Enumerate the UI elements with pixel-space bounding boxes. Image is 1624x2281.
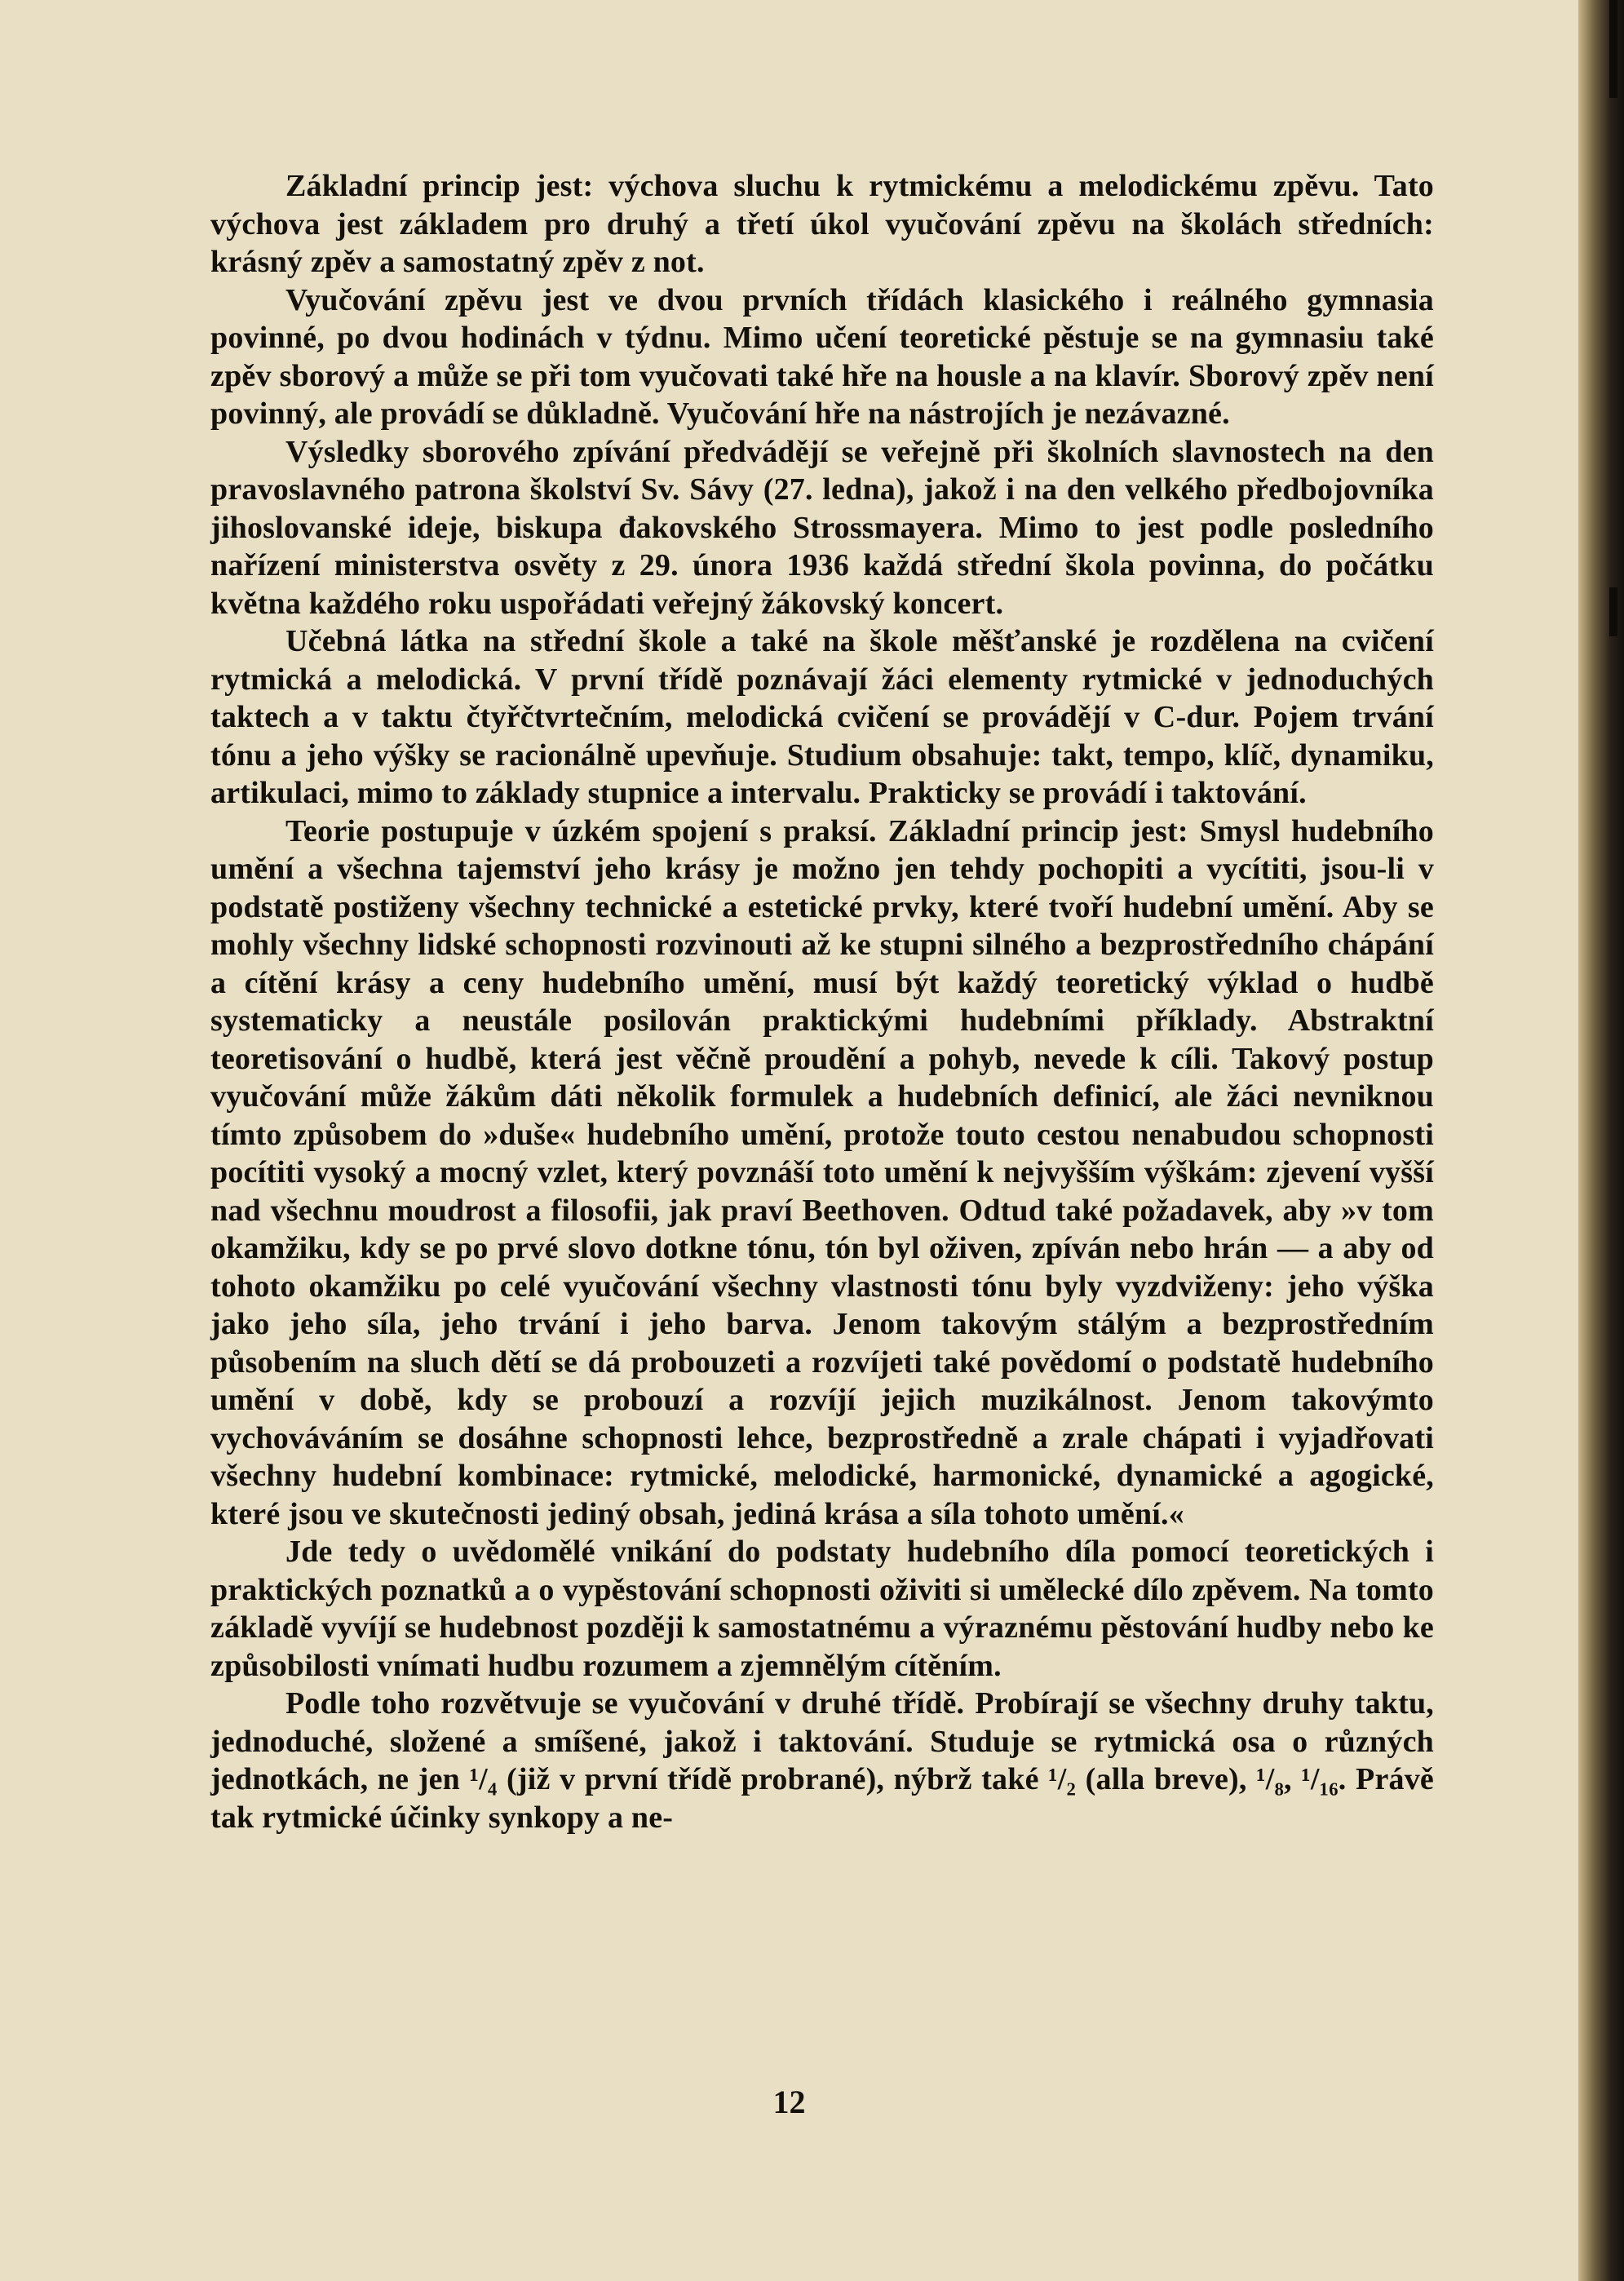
book-binding-edge [1578, 0, 1624, 2281]
binding-mark-middle [1609, 587, 1617, 636]
paragraph-7: Podle toho rozvětvuje se vyučování v druhé třídě. Probírají se všechny druhy taktu, jednoduché, složené a smíšené, jakož i taktování. Studuje se rytmická osa o různých jednotkách, ne jen ¹/₄ (již v první třídě probrané), nýbrž také ¹/₂ (alla breve), ¹/₈, ¹/₁₆. Právě tak rytmické účinky synkopy a ne- [210, 1686, 1434, 1835]
binding-mark-top [1609, 0, 1617, 98]
paragraph-1: Základní princip jest: výchova sluchu k rytmickému a melodickému zpěvu. Tato výchova jest základem pro druhý a třetí úkol vyučování zpěvu na školách středních: krásný zpěv a samostatný zpěv z not. [210, 169, 1434, 279]
paragraph-4: Učebná látka na střední škole a také na škole měšťanské je rozdělena na cvičení rytmická a melodická. V první třídě poznávají žáci elementy rytmické v jednoduchých taktech a v taktu čtyřčtvrtečním, melodická cvičení se provádějí v C-dur. Pojem trvání tónu a jeho výšky se racionálně upevňuje. Studium obsahuje: takt, tempo, klíč, dynamiku, artikulaci, mimo to základy stupnice a intervalu. Prakticky se provádí i taktování. [210, 624, 1434, 810]
paragraph-5: Teorie postupuje v úzkém spojení s praksí. Základní princip jest: Smysl hudebního umění a všechna tajemství jeho krásy je možno jen tehdy pochopiti a vycítiti, jsou-li v podstatě postiženy všechny technické a estetické prvky, které tvoří hudební umění. Aby se mohly všechny lidské schopnosti rozvinouti až ke stupni silného a bezprostředního chápání a cítění krásy a ceny hudebního umění, musí být každý teoretický výklad o hudbě systematicky a neustále posilován praktickými hudebními příklady. Abstraktní teoretisování o hudbě, která jest věčně proudění a pohyb, nevede k cíli. Takový postup vyučování může žákům dáti několik formulek a hudebních definicí, ale žáci nevniknou tímto způsobem do »duše« hudebního umění, protože touto cestou nenabudou schopnosti pocítiti vysoký a mocný vzlet, který povznáší toto umění k nejvyšším výškám: zjevení vyšší nad všechnu moudrost a filosofii, jak praví Beethoven. Odtud také požadavek, aby »v tom okamžiku, kdy se po prvé slovo dotkne tónu, tón byl oživen, zpíván nebo hrán — a aby od tohoto okamžiku po celé vyučování všechny vlastnosti tónu byly vyzdviženy: jeho výška jako jeho síla, jeho trvání i jeho barva. Jenom takovým stálým a bezprostředním působením na sluch dětí se dá probouzeti a rozvíjeti také povědomí o podstatě hudebního umění v době, kdy se probouzí a rozvíjí jejich muzikálnost. Jenom takovýmto vychováváním se dosáhne schopnosti lehce, bezprostředně a zrale chápati i vyjadřovati všechny hudební kombinace: rytmické, melodické, harmonické, dynamické a agogické, které jsou ve skutečnosti jediný obsah, jediná krása a síla tohoto umění.« [210, 813, 1434, 1531]
body-text [210, 167, 1434, 1836]
paragraph-3: Výsledky sborového zpívání předvádějí se veřejně při školních slavnostech na den pravoslavného patrona školství Sv. Sávy (27. ledna), jakož i na den velkého předbojovníka jihoslovanské ideje, biskupa đakovského Strossmayera. Mimo to jest podle posledního nařízení ministerstva osvěty z 29. února 1936 každá střední škola povinna, do počátku května každého roku uspořádati veřejný žákovský koncert. [210, 434, 1434, 621]
paragraph-6: Jde tedy o uvědomělé vnikání do podstaty hudebního díla pomocí teoretických i praktických poznatků a o vypěstování schopnosti oživiti si umělecké dílo zpěvem. Na tomto základě vyvíjí se hudebnost později k samostatnému a výraznému pěstování hudby nebo ke způsobilosti vnímati hudbu rozumem a zjemnělým cítěním. [210, 1535, 1434, 1683]
paragraph-2: Vyučování zpěvu jest ve dvou prvních třídách klasického i reálného gymnasia povinné, po dvou hodinách v týdnu. Mimo učení teoretické pěstuje se na gymnasiu také zpěv sborový a může se při tom vyučovati také hře na housle a na klavír. Sborový zpěv není povinný, ale provádí se důkladně. Vyučování hře na nástrojích je nezávazné. [210, 282, 1434, 431]
page-number: 12 [772, 2084, 806, 2120]
